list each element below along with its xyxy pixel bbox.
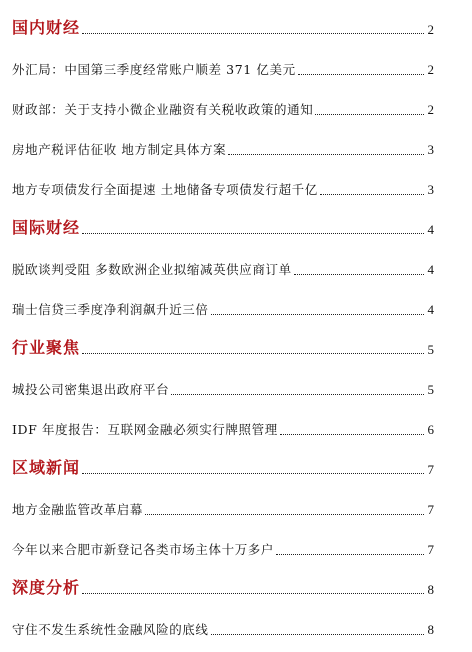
section-heading: 国内财经	[12, 18, 81, 37]
page-number: 8	[427, 582, 434, 597]
dot-leader	[145, 514, 424, 515]
entry-title: 守住不发生系统性金融风险的底线	[12, 622, 209, 637]
toc-entry[interactable]	[12, 368, 434, 408]
toc-entry[interactable]	[12, 48, 434, 88]
dot-leader	[82, 473, 424, 474]
toc-entry[interactable]	[12, 288, 434, 328]
page-number: 4	[427, 222, 434, 237]
dot-leader	[276, 554, 424, 555]
page-number: 6	[427, 422, 434, 437]
toc-section[interactable]	[12, 448, 434, 488]
page-number: 7	[427, 542, 434, 557]
dot-leader	[320, 194, 424, 195]
page-number: 4	[427, 302, 434, 317]
toc-section[interactable]	[12, 328, 434, 368]
page-number: 4	[427, 262, 434, 277]
entry-title: 财政部：关于支持小微企业融资有关税收政策的通知	[12, 102, 314, 117]
entry-title: 地方专项债发行全面提速 土地储备专项债发行超千亿	[12, 182, 318, 197]
toc-entry[interactable]	[12, 608, 434, 648]
entry-title: 外汇局：中国第三季度经常账户顺差 371 亿美元	[12, 62, 296, 77]
toc-entry[interactable]	[12, 88, 434, 128]
dot-leader	[228, 154, 424, 155]
toc-entry[interactable]	[12, 528, 434, 568]
dot-leader	[82, 593, 424, 594]
dot-leader	[211, 314, 424, 315]
page-number: 2	[427, 62, 434, 77]
entry-title: 今年以来合肥市新登记各类市场主体十万多户	[12, 542, 275, 557]
dot-leader	[298, 74, 424, 75]
page-number: 3	[427, 182, 434, 197]
section-heading: 深度分析	[12, 578, 81, 597]
dot-leader	[211, 634, 424, 635]
page-number: 5	[427, 342, 434, 357]
table-of-contents	[12, 8, 434, 648]
section-heading: 国际财经	[12, 218, 81, 237]
page-number: 2	[427, 22, 434, 37]
toc-entry[interactable]	[12, 168, 434, 208]
entry-title: 脱欧谈判受阻 多数欧洲企业拟缩减英供应商订单	[12, 262, 292, 277]
toc-entry[interactable]	[12, 128, 434, 168]
page-number: 8	[427, 622, 434, 637]
dot-leader	[294, 274, 424, 275]
toc-section[interactable]	[12, 8, 434, 48]
dot-leader	[82, 233, 424, 234]
dot-leader	[280, 434, 424, 435]
dot-leader	[171, 394, 424, 395]
toc-entry[interactable]	[12, 488, 434, 528]
toc-entry[interactable]	[12, 248, 434, 288]
dot-leader	[82, 33, 424, 34]
entry-title: IDF 年度报告：互联网金融必须实行牌照管理	[12, 422, 278, 437]
entry-title: 瑞士信贷三季度净利润飙升近三倍	[12, 302, 209, 317]
toc-section[interactable]	[12, 208, 434, 248]
entry-title: 城投公司密集退出政府平台	[12, 382, 170, 397]
page-number: 7	[427, 462, 434, 477]
page-number: 7	[427, 502, 434, 517]
section-heading: 行业聚焦	[12, 338, 81, 357]
page-number: 5	[427, 382, 434, 397]
entry-title: 地方金融监管改革启幕	[12, 502, 144, 517]
toc-section[interactable]	[12, 568, 434, 608]
page-number: 2	[427, 102, 434, 117]
page-number: 3	[427, 142, 434, 157]
dot-leader	[82, 353, 424, 354]
toc-entry[interactable]	[12, 408, 434, 448]
section-heading: 区域新闻	[12, 458, 81, 477]
dot-leader	[315, 114, 424, 115]
entry-title: 房地产税评估征收 地方制定具体方案	[12, 142, 227, 157]
